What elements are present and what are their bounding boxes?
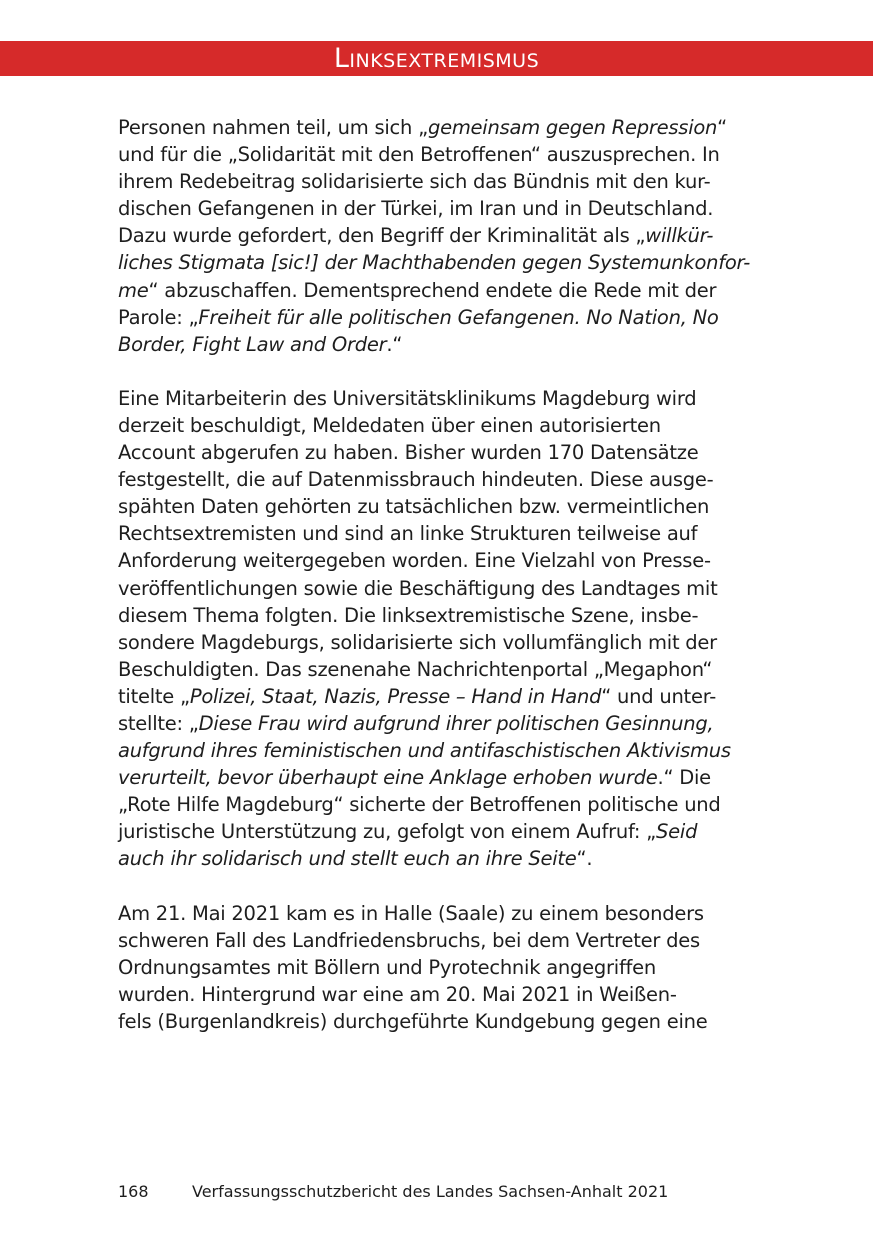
body-text: Personen nahmen teil, um sich „ [118, 116, 428, 139]
body-text: .“ [386, 332, 403, 356]
body-text: Eine Mitarbeiterin des Universitätsklinikums Magdeburg wird derzeit beschuldigt, Meldedaten über einen autorisierten Account abgerufen zu haben. Bisher wurden 170 Datensätze festgestellt, die auf Datenmissbrauch hindeuten. Diese ausge- spähten Daten gehörten zu tatsächlichen bzw. vermeintlichen Rechtsextremisten und sind an linke Strukturen teilweise auf Anforderung weitergegeben worden. Eine Vielzahl von Presse- veröffentlichungen sowie die Beschäftigung des Landtages mit diesem Thema folgten. Die linksextremistische Szene, insbe- sondere Magdeburgs, solidarisierte sich vollumfänglich mit der Beschuldigten. Das szenenahe Nachrichtenportal „Megaphon“ titelte „ [118, 386, 718, 708]
page-body [118, 114, 758, 1035]
body-text: “ abzuschaffen. Dementsprechend endete die Rede mit der Parole: „ [118, 278, 717, 329]
body-text: .“ Die „Rote Hilfe Magdeburg“ sicherte der Betroffenen politische und juristische Unterstützung zu, gefolgt von einem Aufruf: „ [118, 766, 721, 844]
paragraph-3 [118, 900, 758, 1035]
publication-title: Verfassungsschutzbericht des Landes Sachsen-Anhalt 2021 [192, 1182, 669, 1201]
quoted-text: willkür- liches Stigmata [sic!] der Machthabenden gegen Systemunkonfor- me [118, 224, 751, 302]
paragraph-1 [118, 114, 758, 358]
quoted-text: Polizei, Staat, Nazis, Presse – Hand in Hand [189, 684, 602, 708]
body-text: “ und für die „Solidarität mit den Betroffenen“ auszusprechen. In ihrem Redebeitrag solidarisierte sich das Bündnis mit den kur- dischen Gefangenen in der Türkei, im Iran und in Deutschland. Dazu wurde gefordert, den Begriff der Kriminalität als „ [118, 116, 728, 248]
body-text: Am 21. Mai 2021 kam es in Halle (Saale) zu einem besonders schweren Fall des Landfriedensbruchs, bei dem Vertreter des Ordnungsamtes mit Böllern und Pyrotechnik angegriffen wurden. Hintergrund war eine am 20. Mai 2021 in Weißen- fels (Burgenlandkreis) durchgeführte Kundgebung gegen eine [118, 901, 708, 1033]
body-text: “. [576, 847, 593, 871]
quoted-text: gemeinsam gegen Repression [427, 116, 718, 139]
quoted-text: Seid auch ihr solidarisch und stellt euch an ihre Seite [118, 820, 698, 871]
body-text: “ und unter- stellte: „ [118, 684, 716, 735]
paragraph-2 [118, 385, 758, 873]
page-number: 168 [118, 1182, 149, 1201]
section-title: Linksextremismus [333, 43, 540, 74]
quoted-text: Freiheit für alle politischen Gefangenen. No Nation, No Border, Fight Law and Order [118, 305, 719, 356]
quoted-text: Diese Frau wird aufgrund ihrer politischen Gesinnung, aufgrund ihres feministischen und antifaschistischen Aktivismus verurteilt, bevor überhaupt eine Anklage erhoben wurde [118, 711, 731, 790]
